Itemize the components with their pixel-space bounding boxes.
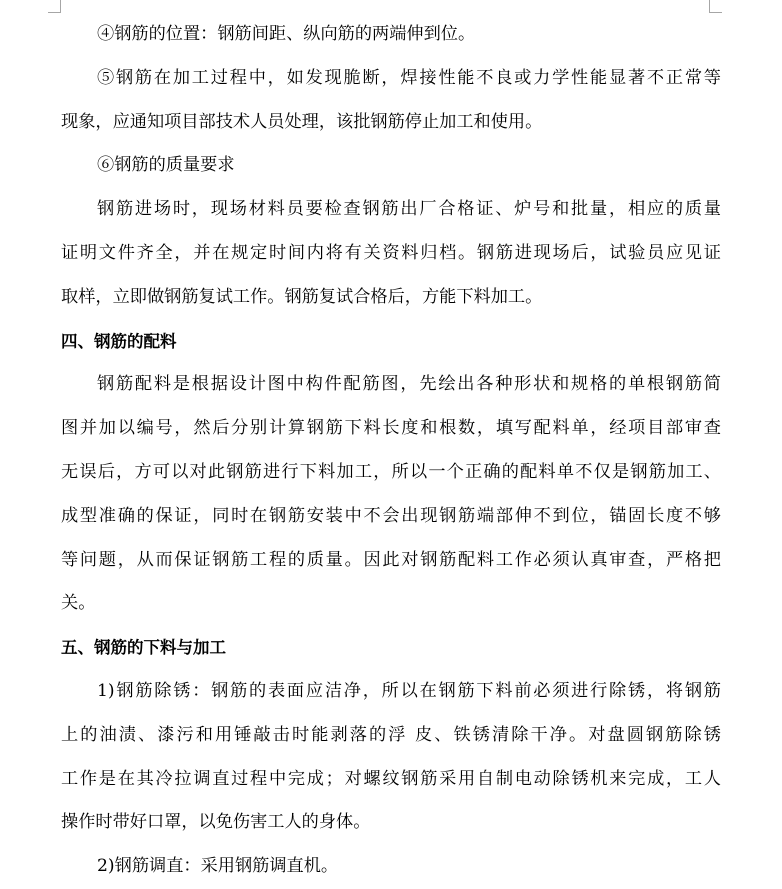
paragraph bbox=[61, 670, 721, 845]
text-line: ④钢筋的位置：钢筋间距、纵向筋的两端伸到位。 bbox=[97, 24, 476, 44]
text-line: 关。 bbox=[61, 593, 96, 614]
page-corner-mark-right bbox=[709, 0, 722, 13]
paragraph bbox=[61, 363, 721, 626]
paragraph bbox=[61, 13, 721, 57]
text-line: 图并加以编号，然后分别计算钢筋下料长度和根数，填写配料单，经项目部审查 bbox=[61, 418, 721, 439]
text-line: 五、钢筋的下料与加工 bbox=[61, 638, 226, 658]
text-line: 四、钢筋的配料 bbox=[61, 331, 177, 351]
section-heading bbox=[61, 626, 721, 670]
text-line: 上的油渍、漆污和用锤敲击时能剥落的浮 皮、铁锈清除干净。对盘圆钢筋除锈 bbox=[61, 724, 721, 745]
text-line: 等问题，从而保证钢筋工程的质量。因此对钢筋配料工作必须认真审查，严格把 bbox=[61, 549, 721, 570]
text-line: 钢筋进场时，现场材料员要检查钢筋出厂合格证、炉号和批量，相应的质量 bbox=[97, 199, 721, 220]
paragraph bbox=[61, 188, 721, 319]
text-line: 钢筋配料是根据设计图中构件配筋图，先绘出各种形状和规格的单根钢筋简 bbox=[97, 374, 721, 395]
text-line: ⑤钢筋在加工过程中，如发现脆断，焊接性能不良或力学性能显著不正常等 bbox=[97, 67, 721, 88]
section-heading bbox=[61, 320, 721, 364]
document-page bbox=[61, 13, 721, 889]
text-line: 证明文件齐全，并在规定时间内将有关资料归档。钢筋进现场后，试验员应见证 bbox=[61, 242, 721, 263]
text-line: 1)钢筋除锈：钢筋的表面应洁净，所以在钢筋下料前必须进行除锈，将钢筋 bbox=[97, 680, 721, 701]
page-corner-mark-left bbox=[48, 0, 61, 13]
text-line: 现象，应通知项目部技术人员处理，该批钢筋停止加工和使用。 bbox=[61, 111, 543, 132]
paragraph bbox=[61, 845, 721, 889]
text-line: ⑥钢筋的质量要求 bbox=[97, 155, 235, 176]
text-line: 无误后，方可以对此钢筋进行下料加工，所以一个正确的配料单不仅是钢筋加工、 bbox=[61, 461, 721, 482]
text-line: 成型准确的保证，同时在钢筋安装中不会出现钢筋端部伸不到位，锚固长度不够 bbox=[61, 505, 721, 526]
text-line: 工作是在其冷拉调直过程中完成；对螺纹钢筋采用自制电动除锈机来完成，工人 bbox=[61, 768, 721, 789]
paragraph bbox=[61, 57, 721, 145]
paragraph bbox=[61, 144, 721, 188]
text-line: 取样，立即做钢筋复试工作。钢筋复试合格后，方能下料加工。 bbox=[61, 286, 543, 307]
text-line: 2)钢筋调直：采用钢筋调直机。 bbox=[97, 856, 339, 877]
text-line: 操作时带好口罩，以免伤害工人的身体。 bbox=[61, 812, 371, 833]
